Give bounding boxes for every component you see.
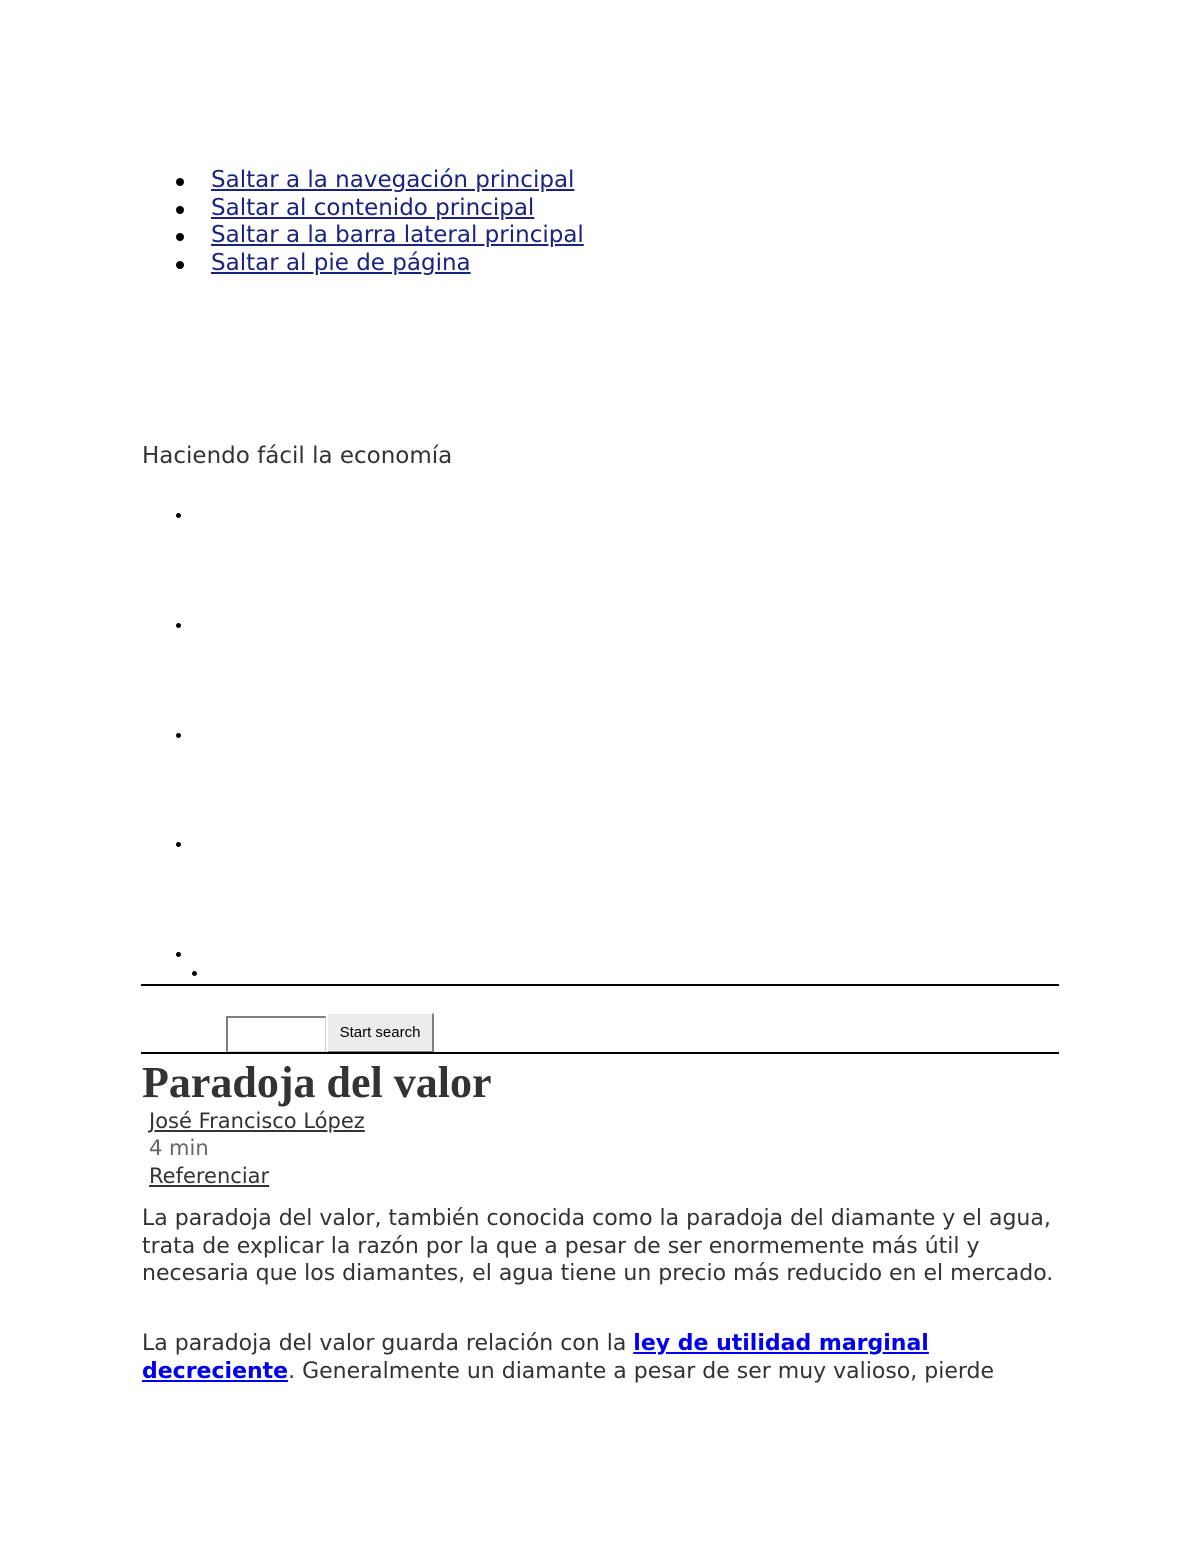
- article-paragraph: [142, 1330, 1072, 1385]
- skip-links-list: [211, 167, 584, 277]
- divider-bottom: [141, 1052, 1059, 1054]
- list-item: [211, 195, 584, 223]
- list-bullet: [192, 971, 197, 976]
- skip-to-footer-link[interactable]: Saltar al pie de página: [211, 249, 471, 276]
- paragraph-text: La paradoja del valor guarda relación con la: [142, 1331, 634, 1356]
- author-link[interactable]: José Francisco López: [149, 1109, 365, 1133]
- list-item: [211, 222, 584, 250]
- list-bullet: [176, 842, 181, 847]
- skip-to-sidebar-link[interactable]: Saltar a la barra lateral principal: [211, 222, 584, 248]
- start-search-button[interactable]: Start search: [327, 1013, 434, 1053]
- cite-link[interactable]: Referenciar: [149, 1164, 270, 1188]
- list-bullet: [176, 623, 181, 628]
- search-input[interactable]: [226, 1016, 326, 1052]
- list-item: [211, 167, 584, 195]
- read-time: 4 min: [149, 1136, 209, 1160]
- paragraph-text: . Generalmente un diamante a pesar de ser muy valioso, pierde: [288, 1358, 995, 1384]
- list-bullet: [176, 952, 181, 957]
- site-tagline: Haciendo fácil la economía: [142, 443, 453, 469]
- skip-to-main-navigation-link[interactable]: Saltar a la navegación principal: [211, 167, 575, 193]
- list-bullet: [176, 733, 181, 738]
- list-item: [211, 250, 584, 278]
- utility-law-link[interactable]: ley de utilidad marginal decreciente: [142, 1331, 929, 1384]
- article-title: Paradoja del valor: [142, 1058, 492, 1107]
- skip-to-main-content-link[interactable]: Saltar al contenido principal: [211, 194, 535, 221]
- divider-top: [141, 984, 1059, 986]
- article-paragraph: La paradoja del valor, también conocida como la paradoja del diamante y el agua, trata de explicar la razón por la que a pesar de ser enormemente más útil y necesaria que los diamantes, el agua tiene un precio más reducido en el mercado.: [142, 1206, 1054, 1286]
- list-bullet: [176, 513, 181, 518]
